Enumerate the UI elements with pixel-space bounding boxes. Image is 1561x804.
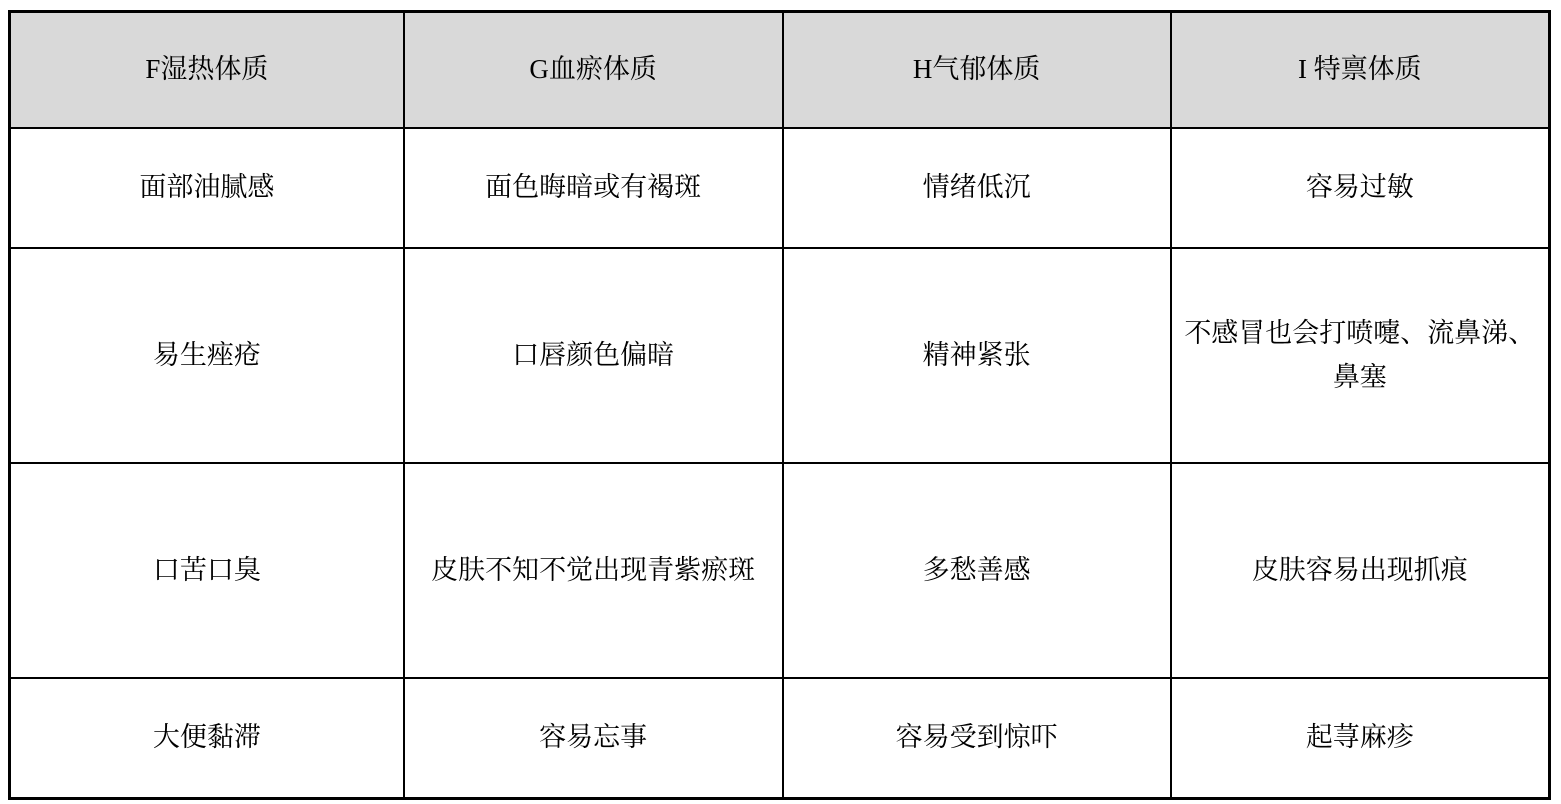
constitution-table — [8, 10, 1551, 800]
table-row — [10, 248, 1550, 463]
table-cell: 皮肤容易出现抓痕 — [1171, 463, 1550, 678]
table-header-row — [10, 12, 1550, 129]
table-cell: 容易受到惊吓 — [783, 678, 1171, 798]
table-cell: 口唇颜色偏暗 — [404, 248, 783, 463]
table-cell: 多愁善感 — [783, 463, 1171, 678]
table-row — [10, 678, 1550, 798]
column-header-h: H气郁体质 — [783, 12, 1171, 129]
table-cell: 皮肤不知不觉出现青紫瘀斑 — [404, 463, 783, 678]
table-cell: 不感冒也会打喷嚏、流鼻涕、鼻塞 — [1171, 248, 1550, 463]
table-cell: 面部油腻感 — [10, 128, 404, 248]
table-cell: 情绪低沉 — [783, 128, 1171, 248]
table-cell: 面色晦暗或有褐斑 — [404, 128, 783, 248]
column-header-i: I 特禀体质 — [1171, 12, 1550, 129]
table-cell: 容易忘事 — [404, 678, 783, 798]
column-header-f: F湿热体质 — [10, 12, 404, 129]
table-cell: 大便黏滞 — [10, 678, 404, 798]
column-header-g: G血瘀体质 — [404, 12, 783, 129]
table-cell: 口苦口臭 — [10, 463, 404, 678]
table-cell: 容易过敏 — [1171, 128, 1550, 248]
table-cell: 起荨麻疹 — [1171, 678, 1550, 798]
table-cell: 精神紧张 — [783, 248, 1171, 463]
table-row — [10, 463, 1550, 678]
table-cell: 易生痤疮 — [10, 248, 404, 463]
table-row — [10, 128, 1550, 248]
